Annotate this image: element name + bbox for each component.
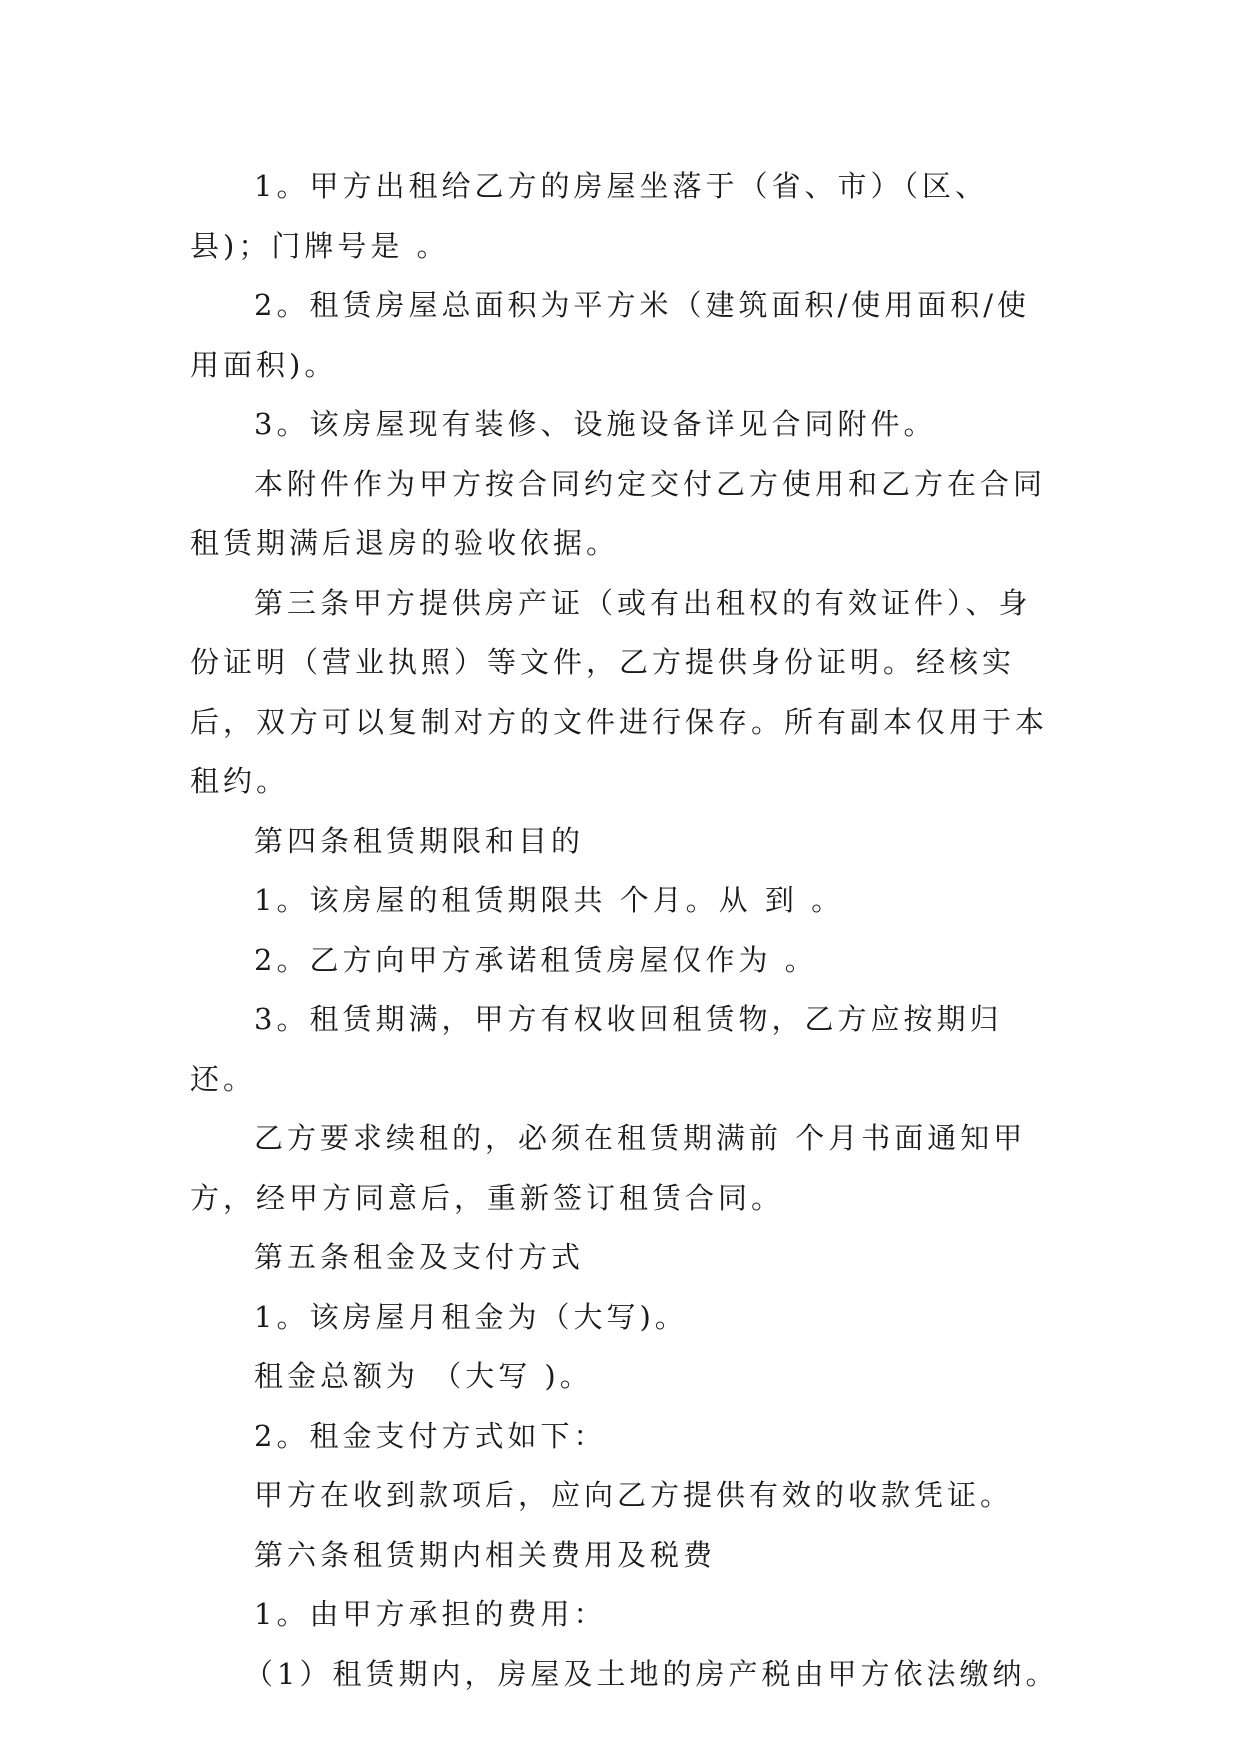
paragraph-attachment: 本附件作为甲方按合同约定交付乙方使用和乙方在合同租赁期满后退房的验收依据。 bbox=[190, 466, 1047, 560]
paragraph-article-3: 第三条甲方提供房产证（或有出租权的有效证件）、身份证明（营业执照）等文件，乙方提供身份证明。经核实后，双方可以复制对方的文件进行保存。所有副本仅用于本租约。 bbox=[190, 585, 1049, 798]
paragraph-payment-method: 2。租金支付方式如下： bbox=[254, 1418, 607, 1453]
paragraph-term: 1。该房屋的租赁期限共 个月。从 到 。 bbox=[254, 883, 845, 917]
paragraph-property-tax: （1）租赁期内，房屋及土地的房产税由甲方依法缴纳。 bbox=[244, 1656, 1059, 1691]
paragraph-location: 1。甲方出租给乙方的房屋坐落于（省、市）（区、县)；门牌号是 。 bbox=[190, 169, 988, 263]
paragraph-monthly-rent: 1。该房屋月租金为（大写)。 bbox=[254, 1299, 688, 1334]
paragraph-fixtures: 3。该房屋现有装修、设施设备详见合同附件。 bbox=[254, 407, 937, 441]
paragraph-purpose: 2。乙方向甲方承诺租赁房屋仅作为 。 bbox=[254, 942, 818, 977]
paragraph-landlord-fees: 1。由甲方承担的费用： bbox=[254, 1597, 607, 1631]
heading-article-6: 第六条租赁期内相关费用及税费 bbox=[254, 1537, 717, 1572]
heading-article-5: 第五条租金及支付方式 bbox=[254, 1240, 585, 1274]
paragraph-renewal: 乙方要求续租的，必须在租赁期满前 个月书面通知甲方，经甲方同意后，重新签订租赁合同。 bbox=[190, 1121, 1027, 1215]
document-body bbox=[190, 157, 1060, 1704]
heading-article-4: 第四条租赁期限和目的 bbox=[254, 823, 585, 858]
paragraph-area: 2。租赁房屋总面积为平方米（建筑面积/使用面积/使用面积)。 bbox=[190, 288, 1030, 382]
paragraph-total-rent: 租金总额为 （大写 )。 bbox=[254, 1359, 593, 1393]
paragraph-expiry: 3。租赁期满，甲方有权收回租赁物，乙方应按期归还。 bbox=[190, 1002, 1003, 1096]
paragraph-receipt: 甲方在收到款项后，应向乙方提供有效的收款凭证。 bbox=[254, 1478, 1014, 1512]
